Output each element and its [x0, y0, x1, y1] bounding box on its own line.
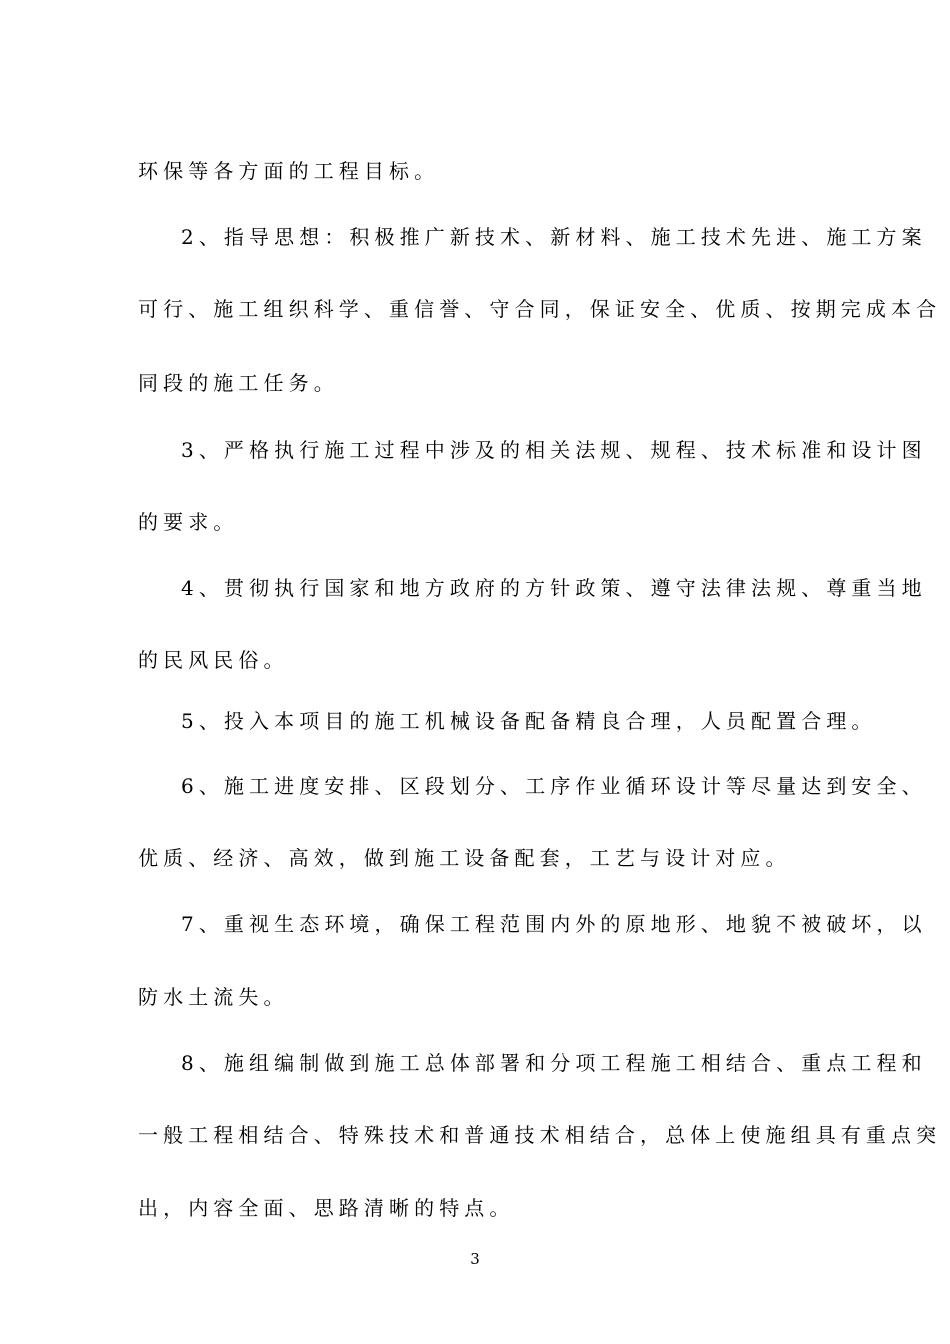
text-line-9: 5、投入本项目的施工机械设备配备精良合理，人员配置合理。 — [181, 709, 877, 733]
text-line-15: 一般工程相结合、特殊技术和普通技术相结合，总体上使施组具有重点突 — [138, 1123, 942, 1147]
text-line-4: 同段的施工任务。 — [138, 371, 339, 395]
text-line-16: 出，内容全面、思路清晰的特点。 — [138, 1196, 515, 1220]
text-line-5: 3、严格执行施工过程中涉及的相关法规、规程、技术标准和设计图 — [181, 438, 927, 462]
text-line-6: 的要求。 — [138, 510, 239, 534]
text-line-13: 防水土流失。 — [138, 985, 289, 1009]
text-line-11: 优质、经济、高效，做到施工设备配套，工艺与设计对应。 — [138, 846, 791, 870]
text-line-12: 7、重视生态环境，确保工程范围内外的原地形、地貌不被破坏，以 — [181, 912, 927, 936]
text-line-7: 4、贯彻执行国家和地方政府的方针政策、遵守法律法规、尊重当地 — [181, 576, 927, 600]
text-line-3: 可行、施工组织科学、重信誉、守合同，保证安全、优质、按期完成本合 — [138, 297, 942, 321]
text-line-8: 的民风民俗。 — [138, 648, 289, 672]
text-line-1: 环保等各方面的工程目标。 — [138, 159, 440, 183]
text-line-10: 6、施工进度安排、区段划分、工序作业循环设计等尽量达到安全、 — [181, 774, 927, 798]
text-line-14: 8、施组编制做到施工总体部署和分项工程施工相结合、重点工程和 — [181, 1051, 927, 1075]
page-number: 3 — [470, 1250, 480, 1268]
text-line-2: 2、指导思想：积极推广新技术、新材料、施工技术先进、施工方案 — [181, 225, 927, 249]
